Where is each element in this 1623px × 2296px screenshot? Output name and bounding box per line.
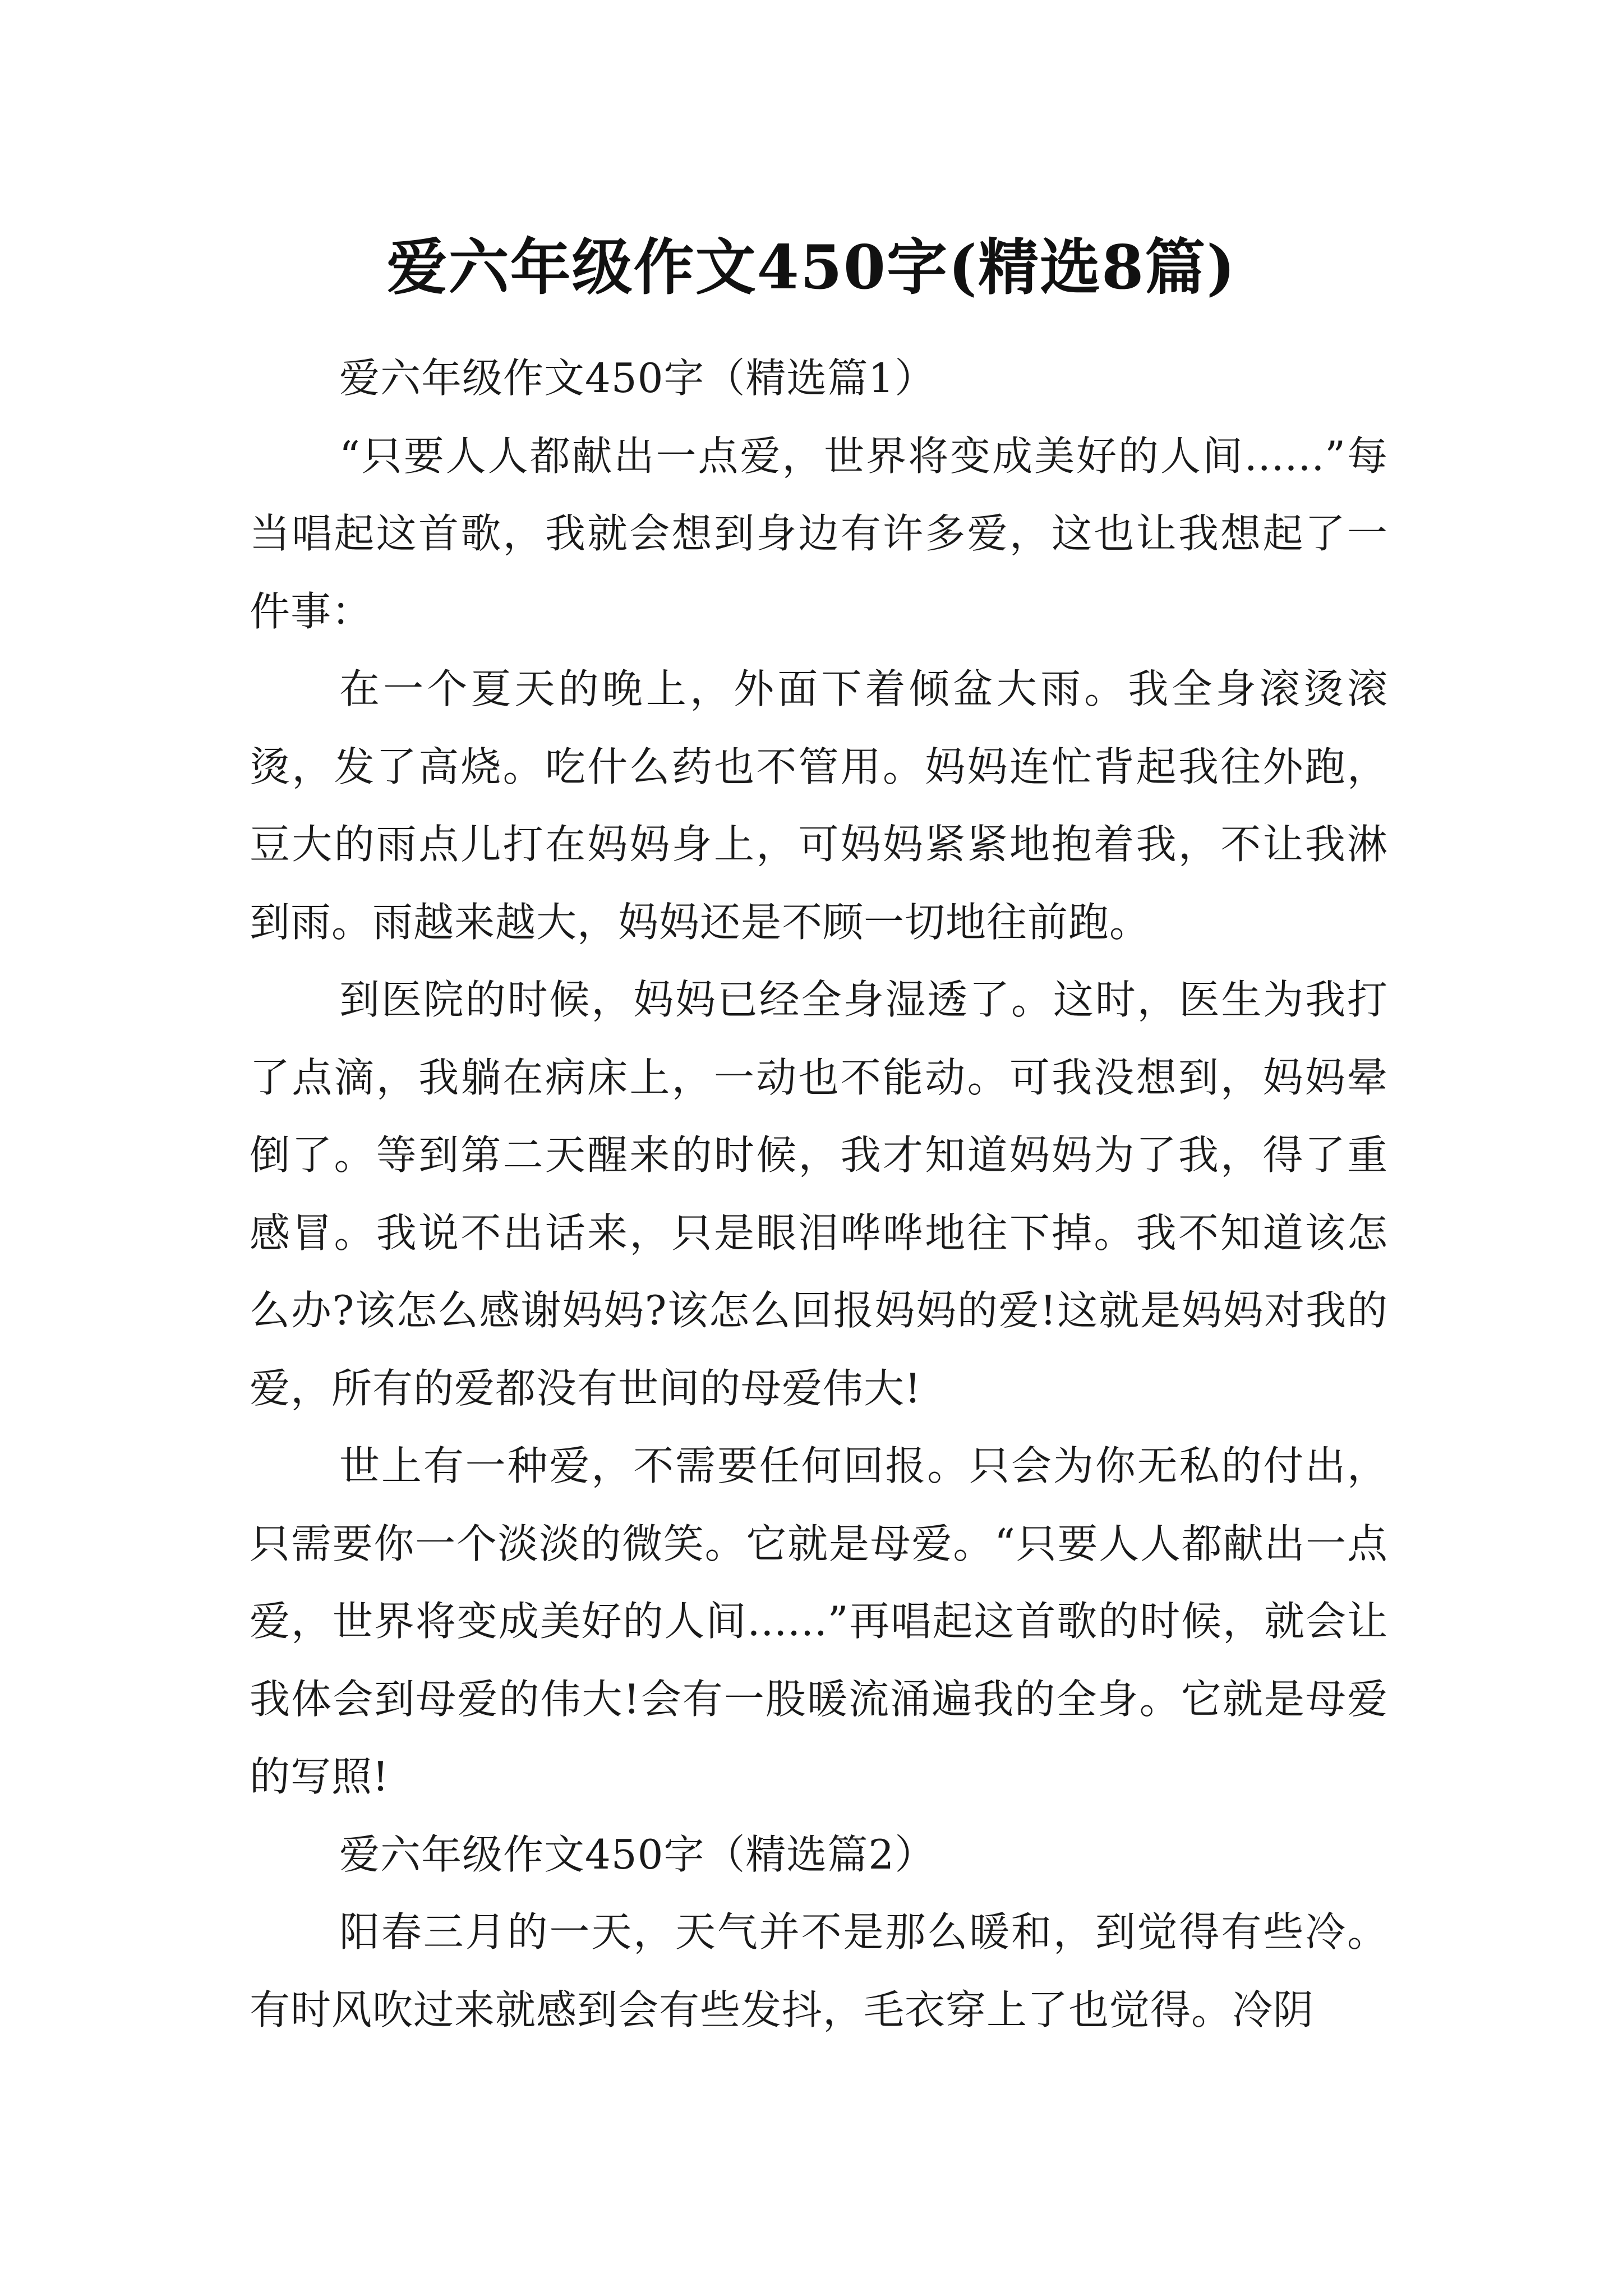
document-body — [250, 339, 1388, 2049]
paragraph: 到医院的时候，妈妈已经全身湿透了。这时，医生为我打了点滴，我躺在病床上，一动也不能动。可我没想到，妈妈晕倒了。等到第二天醒来的时候，我才知道妈妈为了我，得了重感冒。我说不出话来，只是眼泪哗哗地往下掉。我不知道该怎么办?该怎么感谢妈妈?该怎么回报妈妈的爱!这就是妈妈对我的爱，所有的爱都没有世间的母爱伟大! — [250, 976, 1388, 1412]
document-title: 爱六年级作文450字(精选8篇) — [386, 232, 1237, 303]
section-heading-2: 爱六年级作文450字（精选篇2） — [339, 1830, 936, 1878]
paragraph: 世上有一种爱，不需要任何回报。只会为你无私的付出，只需要你一个淡淡的微笑。它就是母爱。“只要人人都献出一点爱，世界将变成美好的人间......”再唱起这首歌的时候，就会让我体会到母爱的伟大!会有一股暖流涌遍我的全身。它就是母爱的写照! — [250, 1442, 1388, 1800]
section-heading-1: 爱六年级作文450字（精选篇1） — [339, 355, 936, 402]
paragraph: 阳春三月的一天，天气并不是那么暖和，到觉得有些冷。有时风吹过来就感到会有些发抖，毛衣穿上了也觉得。冷阴 — [250, 1908, 1388, 2033]
paragraph: “只要人人都献出一点爱，世界将变成美好的人间......”每当唱起这首歌，我就会想到身边有许多爱，这也让我想起了一件事： — [250, 432, 1388, 635]
paragraph: 在一个夏天的晚上，外面下着倾盆大雨。我全身滚烫滚烫，发了高烧。吃什么药也不管用。妈妈连忙背起我往外跑，豆大的雨点儿打在妈妈身上，可妈妈紧紧地抱着我，不让我淋到雨。雨越来越大，妈妈还是不顾一切地往前跑。 — [250, 665, 1388, 946]
